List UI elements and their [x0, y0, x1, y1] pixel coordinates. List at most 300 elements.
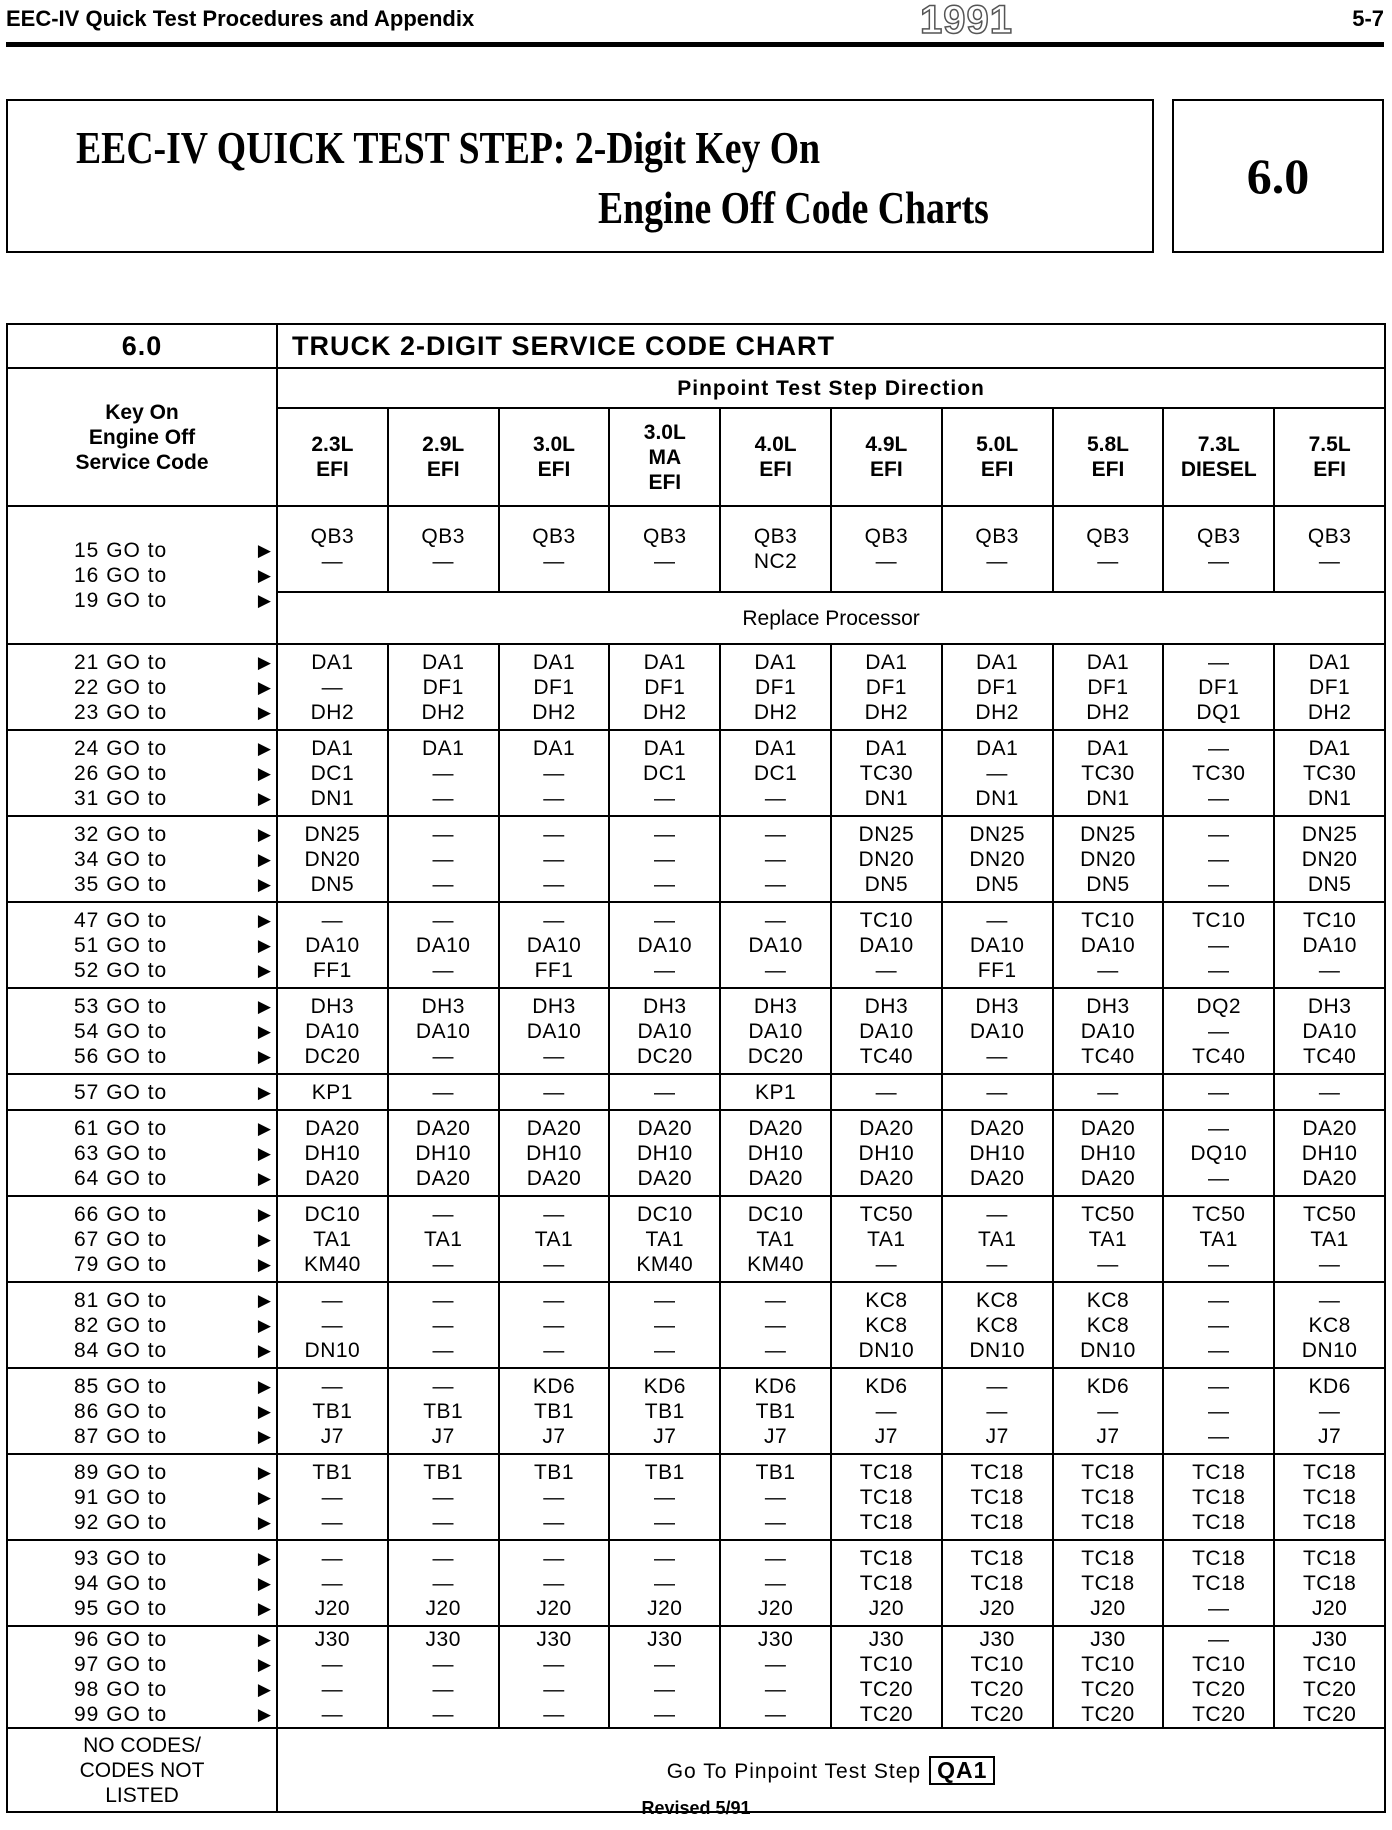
code-line — [74, 933, 276, 958]
arrow-icon: ▶ — [257, 1573, 272, 1593]
step-cell: — — [942, 1074, 1053, 1110]
step-cell: TC18 TC18 J20 — [942, 1540, 1053, 1626]
arrow-icon: ▶ — [257, 935, 272, 955]
arrow-icon: ▶ — [257, 763, 272, 783]
arrow-icon: ▶ — [257, 849, 272, 869]
code-line — [74, 736, 276, 761]
arrow-icon: ▶ — [257, 590, 272, 610]
step-cell: DA20 DH10 DA20 — [1053, 1110, 1164, 1196]
arrow-icon: ▶ — [257, 1315, 272, 1335]
step-cell: — — — — [1163, 816, 1274, 902]
code-text: 85 GO to — [74, 1374, 168, 1398]
step-cell: — — [609, 1074, 720, 1110]
code-text: 94 GO to — [74, 1571, 168, 1595]
header-year: 1991 — [920, 0, 1013, 42]
code-line — [74, 1227, 276, 1252]
step-cell: J30 TC10 TC20 TC20 — [942, 1626, 1053, 1728]
step-cell: TC18 TC18 TC18 — [1274, 1454, 1385, 1540]
service-code-cell — [7, 1540, 277, 1626]
step-cell: J30 — — — — [388, 1626, 499, 1728]
step-cell: DN25 DN20 DN5 — [277, 816, 388, 902]
step-cell: DA1 DF1 DH2 — [942, 644, 1053, 730]
engine-header: 5.8L EFI — [1053, 408, 1164, 506]
step-cell: — DA10 FF1 — [499, 902, 610, 988]
step-cell: DA1 — DH2 — [277, 644, 388, 730]
code-row — [7, 1074, 1385, 1110]
step-cell: QB3 — — [609, 506, 720, 592]
step-cell: QB3 — — [1274, 506, 1385, 592]
code-text: 95 GO to — [74, 1596, 168, 1620]
code-row — [7, 1540, 1385, 1626]
step-cell: — DA10 — — [388, 902, 499, 988]
code-text: 97 GO to — [74, 1653, 168, 1676]
step-cell: J30 — — — — [609, 1626, 720, 1728]
code-line — [74, 1485, 276, 1510]
step-cell: DA20 DH10 DA20 — [609, 1110, 720, 1196]
step-cell: DA1 DF1 DH2 — [1053, 644, 1164, 730]
code-text: 98 GO to — [74, 1678, 168, 1701]
step-cell: DA1 DF1 DH2 — [609, 644, 720, 730]
step-cell: — — — — [720, 816, 831, 902]
step-cell: — TA1 — — [388, 1196, 499, 1282]
code-line — [74, 908, 276, 933]
code-text: 15 GO to — [74, 538, 168, 562]
step-cell: J30 — — — — [720, 1626, 831, 1728]
arrow-icon: ▶ — [257, 910, 272, 930]
step-cell: DN25 DN20 DN5 — [1053, 816, 1164, 902]
code-text: 35 GO to — [74, 872, 168, 896]
code-row — [7, 1454, 1385, 1540]
step-cell: — DA10 FF1 — [277, 902, 388, 988]
step-cell: TC50 TA1 — — [1053, 1196, 1164, 1282]
arrow-icon: ▶ — [257, 1168, 272, 1188]
step-cell: — — J7 — [942, 1368, 1053, 1454]
engine-header: 7.5L EFI — [1274, 408, 1385, 506]
arrow-icon: ▶ — [257, 1426, 272, 1446]
arrow-icon: ▶ — [257, 1655, 272, 1674]
title-line-2: Engine Off Code Charts — [598, 182, 989, 233]
step-cell: DN25 DN20 DN5 — [942, 816, 1053, 902]
step-cell: DA20 DH10 DA20 — [388, 1110, 499, 1196]
direction-header: Pinpoint Test Step Direction — [277, 368, 1385, 408]
arrow-icon: ▶ — [257, 874, 272, 894]
step-cell: KD6 — J7 — [1053, 1368, 1164, 1454]
step-cell: KD6 — J7 — [1274, 1368, 1385, 1454]
code-line — [74, 761, 276, 786]
arrow-icon: ▶ — [257, 1487, 272, 1507]
code-line — [74, 1116, 276, 1141]
code-text: 67 GO to — [74, 1227, 168, 1251]
step-cell: — TC30 — — [1163, 730, 1274, 816]
code-text: 96 GO to — [74, 1628, 168, 1651]
code-line — [74, 1202, 276, 1227]
code-text: 79 GO to — [74, 1252, 168, 1276]
step-cell: DA1 DC1 — — [720, 730, 831, 816]
service-code-cell — [7, 1368, 277, 1454]
service-code-cell — [7, 1282, 277, 1368]
step-cell: TB1 — — — [609, 1454, 720, 1540]
step-cell: — TB1 J7 — [388, 1368, 499, 1454]
code-line — [74, 1627, 276, 1652]
code-line — [74, 1288, 276, 1313]
step-cell: — — [1274, 1074, 1385, 1110]
step-cell: — — [831, 1074, 942, 1110]
engine-header: 7.3L DIESEL — [1163, 408, 1274, 506]
step-cell: — TA1 — — [942, 1196, 1053, 1282]
qa1-step-box: QA1 — [929, 1756, 995, 1785]
code-text: 47 GO to — [74, 908, 168, 932]
code-line — [74, 1080, 276, 1105]
engine-header: 2.3L EFI — [277, 408, 388, 506]
code-text: 86 GO to — [74, 1399, 168, 1423]
step-cell: TC18 TC18 J20 — [1053, 1540, 1164, 1626]
step-cell: TC50 TA1 — — [1163, 1196, 1274, 1282]
code-line — [74, 650, 276, 675]
step-cell: QB3 — — [499, 506, 610, 592]
step-cell: DN25 DN20 DN5 — [1274, 816, 1385, 902]
code-text: 56 GO to — [74, 1044, 168, 1068]
engine-header: 4.9L EFI — [831, 408, 942, 506]
code-text: 54 GO to — [74, 1019, 168, 1043]
step-cell: J30 — — — — [499, 1626, 610, 1728]
step-cell: QB3 — — [1053, 506, 1164, 592]
step-cell: TC10 DA10 — — [831, 902, 942, 988]
step-cell: KD6 — J7 — [831, 1368, 942, 1454]
step-cell: DA1 — DN1 — [942, 730, 1053, 816]
code-text: 61 GO to — [74, 1116, 168, 1140]
code-line — [74, 1546, 276, 1571]
code-row — [7, 506, 1385, 592]
step-cell: TC10 DA10 — — [1274, 902, 1385, 988]
step-cell: QB3 — — [1163, 506, 1274, 592]
step-cell: DH3 DA10 DC20 — [277, 988, 388, 1074]
step-cell: KD6 TB1 J7 — [499, 1368, 610, 1454]
engine-header: 5.0L EFI — [942, 408, 1053, 506]
step-cell: — TA1 — — [499, 1196, 610, 1282]
arrow-icon: ▶ — [257, 1705, 272, 1724]
arrow-icon: ▶ — [257, 652, 272, 672]
step-cell: DA1 DF1 DH2 — [720, 644, 831, 730]
step-cell: J30 TC10 TC20 TC20 — [1053, 1626, 1164, 1728]
step-cell: DH3 DA10 TC40 — [831, 988, 942, 1074]
code-line — [74, 700, 276, 725]
step-cell: — DA10 — — [720, 902, 831, 988]
code-line — [74, 588, 276, 613]
step-cell: TC10 — — — [1163, 902, 1274, 988]
step-cell: — — — — [609, 816, 720, 902]
code-text: 23 GO to — [74, 700, 168, 724]
service-code-cell — [7, 644, 277, 730]
step-cell: DA20 DH10 DA20 — [499, 1110, 610, 1196]
step-cell: — — [1053, 1074, 1164, 1110]
title-box — [6, 99, 1154, 253]
step-cell: DH3 DA10 DC20 — [609, 988, 720, 1074]
code-text: 19 GO to — [74, 588, 168, 612]
step-cell: QB3 — — [388, 506, 499, 592]
code-text: 51 GO to — [74, 933, 168, 957]
code-line — [74, 675, 276, 700]
code-line — [74, 1313, 276, 1338]
step-cell: J30 — — — — [277, 1626, 388, 1728]
step-cell: DC10 TA1 KM40 — [720, 1196, 831, 1282]
step-cell: — DA10 — — [609, 902, 720, 988]
arrow-icon: ▶ — [257, 1462, 272, 1482]
step-cell: — — J20 — [609, 1540, 720, 1626]
code-text: 24 GO to — [74, 736, 168, 760]
service-code-cell — [7, 506, 277, 644]
arrow-icon: ▶ — [257, 540, 272, 560]
step-cell: — — — — [1163, 1282, 1274, 1368]
step-cell: — — [499, 1074, 610, 1110]
key-column-header: Key On Engine Off Service Code — [7, 368, 277, 506]
step-cell: DA1 — — — [388, 730, 499, 816]
step-cell: — DA10 FF1 — [942, 902, 1053, 988]
arrow-icon: ▶ — [257, 1512, 272, 1532]
step-cell: DA20 DH10 DA20 — [1274, 1110, 1385, 1196]
arrow-icon: ▶ — [257, 677, 272, 697]
step-cell: DH3 DA10 DC20 — [720, 988, 831, 1074]
step-cell: — — J20 — [388, 1540, 499, 1626]
step-cell: TC50 TA1 — — [1274, 1196, 1385, 1282]
code-row — [7, 644, 1385, 730]
step-cell: KC8 KC8 DN10 — [942, 1282, 1053, 1368]
title-line-1: EEC-IV QUICK TEST STEP: 2-Digit Key On — [76, 122, 821, 173]
code-line — [74, 563, 276, 588]
step-cell: KD6 TB1 J7 — [720, 1368, 831, 1454]
step-cell: KP1 — [277, 1074, 388, 1110]
code-line — [74, 847, 276, 872]
code-row — [7, 1626, 1385, 1728]
service-code-cell — [7, 1110, 277, 1196]
step-cell: KC8 KC8 DN10 — [831, 1282, 942, 1368]
code-row — [7, 816, 1385, 902]
arrow-icon: ▶ — [257, 702, 272, 722]
step-cell: KD6 TB1 J7 — [609, 1368, 720, 1454]
step-cell: J30 TC10 TC20 TC20 — [1274, 1626, 1385, 1728]
code-line — [74, 1702, 276, 1727]
arrow-icon: ▶ — [257, 1143, 272, 1163]
chart-heading-row — [7, 324, 1385, 368]
step-cell: DA1 DF1 DH2 — [1274, 644, 1385, 730]
arrow-icon: ▶ — [257, 1401, 272, 1421]
step-cell: DH3 DA10 TC40 — [1274, 988, 1385, 1074]
engine-header: 4.0L EFI — [720, 408, 831, 506]
code-line — [74, 538, 276, 563]
service-code-cell — [7, 1626, 277, 1728]
arrow-icon: ▶ — [257, 1229, 272, 1249]
service-code-chart — [6, 323, 1386, 1813]
code-line — [74, 1652, 276, 1677]
arrow-icon: ▶ — [257, 1082, 272, 1102]
step-cell: — — — — [1163, 1368, 1274, 1454]
service-code-cell — [7, 816, 277, 902]
code-text: 81 GO to — [74, 1288, 168, 1312]
service-code-cell — [7, 902, 277, 988]
code-text: 34 GO to — [74, 847, 168, 871]
step-cell: TC18 TC18 TC18 — [831, 1454, 942, 1540]
arrow-icon: ▶ — [257, 1254, 272, 1274]
code-line — [74, 958, 276, 983]
step-cell: — — — — [499, 1282, 610, 1368]
step-cell: DA1 — — — [499, 730, 610, 816]
step-cell: TC10 DA10 — — [1053, 902, 1164, 988]
section-number-box: 6.0 — [1172, 99, 1384, 253]
arrow-icon: ▶ — [257, 1680, 272, 1699]
arrow-icon: ▶ — [257, 1204, 272, 1224]
code-line — [74, 1460, 276, 1485]
code-text: 89 GO to — [74, 1460, 168, 1484]
step-cell: — KC8 DN10 — [1274, 1282, 1385, 1368]
code-text: 22 GO to — [74, 675, 168, 699]
code-row — [7, 1368, 1385, 1454]
step-cell: — — J20 — [720, 1540, 831, 1626]
step-cell: QB3 — — [277, 506, 388, 592]
step-cell: DQ2 — TC40 — [1163, 988, 1274, 1074]
service-code-cell — [7, 1454, 277, 1540]
step-cell: TC18 TC18 TC18 — [942, 1454, 1053, 1540]
step-cell: TB1 — — — [277, 1454, 388, 1540]
step-cell: DN25 DN20 DN5 — [831, 816, 942, 902]
step-cell: DC10 TA1 KM40 — [609, 1196, 720, 1282]
code-row — [7, 988, 1385, 1074]
code-line — [74, 1596, 276, 1621]
step-cell: TC50 TA1 — — [831, 1196, 942, 1282]
step-cell: DA1 TC30 DN1 — [831, 730, 942, 816]
step-cell: — — [1163, 1074, 1274, 1110]
arrow-icon: ▶ — [257, 1548, 272, 1568]
code-text: 93 GO to — [74, 1546, 168, 1570]
no-codes-label: NO CODES/ CODES NOT LISTED — [7, 1728, 277, 1812]
code-line — [74, 994, 276, 1019]
code-text: 53 GO to — [74, 994, 168, 1018]
arrow-icon: ▶ — [257, 1340, 272, 1360]
column-header-row — [7, 368, 1385, 408]
code-text: 26 GO to — [74, 761, 168, 785]
step-cell: TB1 — — — [720, 1454, 831, 1540]
code-text: 63 GO to — [74, 1141, 168, 1165]
arrow-icon: ▶ — [257, 1290, 272, 1310]
arrow-icon: ▶ — [257, 1021, 272, 1041]
service-code-cell — [7, 1196, 277, 1282]
step-cell: DA20 DH10 DA20 — [831, 1110, 942, 1196]
code-line — [74, 1338, 276, 1363]
arrow-icon: ▶ — [257, 1118, 272, 1138]
code-line — [74, 1019, 276, 1044]
code-line — [74, 1424, 276, 1449]
revision-note: Revised 5/91 — [641, 1798, 751, 1818]
arrow-icon: ▶ — [257, 996, 272, 1016]
header-title: EEC-IV Quick Test Procedures and Appendix — [6, 6, 475, 31]
step-cell: TC18 TC18 TC18 — [1053, 1454, 1164, 1540]
engine-header: 3.0L MA EFI — [609, 408, 720, 506]
step-cell: — DQ10 — — [1163, 1110, 1274, 1196]
step-cell: — — [388, 1074, 499, 1110]
step-cell: QB3 — — [831, 506, 942, 592]
step-cell: — — — — [388, 1282, 499, 1368]
step-cell: DA1 DC1 DN1 — [277, 730, 388, 816]
step-cell: DH3 DA10 — — [499, 988, 610, 1074]
step-cell: DA20 DH10 DA20 — [277, 1110, 388, 1196]
step-cell: — — J20 — [277, 1540, 388, 1626]
code-line — [74, 1399, 276, 1424]
step-cell: TC18 TC18 TC18 — [1163, 1454, 1274, 1540]
step-cell: DA1 TC30 DN1 — [1274, 730, 1385, 816]
arrow-icon: ▶ — [257, 565, 272, 585]
step-cell: DA1 DF1 DH2 — [831, 644, 942, 730]
replace-processor-cell: Replace Processor — [277, 592, 1385, 644]
code-text: 52 GO to — [74, 958, 168, 982]
arrow-icon: ▶ — [257, 1598, 272, 1618]
step-cell: — — DN10 — [277, 1282, 388, 1368]
code-text: 84 GO to — [74, 1338, 168, 1362]
code-text: 64 GO to — [74, 1166, 168, 1190]
engine-header: 2.9L EFI — [388, 408, 499, 506]
arrow-icon: ▶ — [257, 824, 272, 844]
code-line — [74, 1141, 276, 1166]
step-cell: DA1 DF1 DH2 — [499, 644, 610, 730]
code-row — [7, 1282, 1385, 1368]
step-cell: DH3 DA10 — — [942, 988, 1053, 1074]
code-text: 31 GO to — [74, 786, 168, 810]
arrow-icon: ▶ — [257, 788, 272, 808]
code-row — [7, 730, 1385, 816]
step-cell: — — J20 — [499, 1540, 610, 1626]
step-cell: DA20 DH10 DA20 — [942, 1110, 1053, 1196]
engine-header: 3.0L EFI — [499, 408, 610, 506]
code-line — [74, 1510, 276, 1535]
arrow-icon: ▶ — [257, 1376, 272, 1396]
arrow-icon: ▶ — [257, 738, 272, 758]
service-code-cell — [7, 1074, 277, 1110]
step-cell: KC8 KC8 DN10 — [1053, 1282, 1164, 1368]
step-cell: DC10 TA1 KM40 — [277, 1196, 388, 1282]
step-cell: — — — — [720, 1282, 831, 1368]
chart-number: 6.0 — [7, 324, 277, 368]
step-cell: — — — — [609, 1282, 720, 1368]
code-line — [74, 1571, 276, 1596]
header-rule — [6, 42, 1384, 47]
step-cell: DA1 DC1 — — [609, 730, 720, 816]
step-cell: — TB1 J7 — [277, 1368, 388, 1454]
step-cell: TC18 TC18 J20 — [831, 1540, 942, 1626]
step-cell: TC18 TC18 — — [1163, 1540, 1274, 1626]
code-text: 66 GO to — [74, 1202, 168, 1226]
code-line — [74, 1374, 276, 1399]
step-cell: QB3 NC2 — [720, 506, 831, 592]
service-code-cell — [7, 730, 277, 816]
code-line — [74, 786, 276, 811]
code-row — [7, 902, 1385, 988]
step-cell: — — — — [388, 816, 499, 902]
code-text: 16 GO to — [74, 563, 168, 587]
code-text: 91 GO to — [74, 1485, 168, 1509]
code-text: 82 GO to — [74, 1313, 168, 1337]
code-text: 21 GO to — [74, 650, 168, 674]
step-cell: DA1 DF1 DH2 — [388, 644, 499, 730]
step-cell: TC18 TC18 J20 — [1274, 1540, 1385, 1626]
code-row — [7, 1196, 1385, 1282]
step-cell: DH3 DA10 TC40 — [1053, 988, 1164, 1074]
chart-title: TRUCK 2-DIGIT SERVICE CODE CHART — [277, 324, 1385, 368]
step-cell: DA1 TC30 DN1 — [1053, 730, 1164, 816]
code-line — [74, 1677, 276, 1702]
code-line — [74, 822, 276, 847]
step-cell: J30 TC10 TC20 TC20 — [831, 1626, 942, 1728]
code-text: 92 GO to — [74, 1510, 168, 1534]
code-line — [74, 1166, 276, 1191]
arrow-icon: ▶ — [257, 1046, 272, 1066]
go-to-text: Go To Pinpoint Test Step — [666, 1759, 922, 1783]
